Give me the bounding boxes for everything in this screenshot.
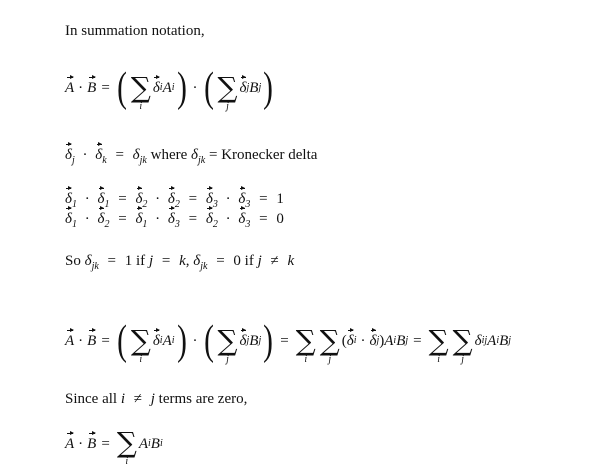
equation-dot-product-expansion: A · B = ( ∑ i δ i A i ) · ( ∑ j δ j B j ) xyxy=(65,65,274,112)
equation-kronecker-cases: So $\delta_{jk} = 1$ if j = k, $\delta_{jk} = 0$ if j ≠ k xyxy=(65,253,295,272)
sum-i: ∑ i xyxy=(428,323,449,365)
sum-i: ∑ i xyxy=(130,323,151,365)
sum-i: ∑ i xyxy=(295,323,316,365)
equation-unit-cross-products: $\delta_1 \cdot \delta_2 = \delta_1 \cdot \delta_3 = \delta_2 \cdot \delta_3 = 0$ xyxy=(65,211,284,230)
equation-full-expansion: A · B = ( ∑ i δ i A i ) · ( ∑ j δ j B j ) = ∑ i ∑ j ( δ i · δ j ) A i B j = ∑ i ∑ j δ ij A i B j xyxy=(65,318,512,365)
sum-j: ∑ j xyxy=(217,323,238,365)
sum-j: ∑ j xyxy=(452,323,473,365)
sum-j: ∑ j xyxy=(319,323,340,365)
equation-kronecker-definition: $\delta_j \cdot \delta_k = \delta_{jk}$ where $\delta_{jk}$ = Kronecker delta xyxy=(65,147,318,166)
intro-text: In summation notation, xyxy=(65,23,205,39)
equation-final-result: A · B = ∑ i A i B i xyxy=(65,426,163,467)
sum-j: ∑ j xyxy=(217,70,238,112)
equation-unit-self-products: $\delta_1 \cdot \delta_1 = \delta_2 \cdot \delta_2 = \delta_3 \cdot \delta_3 = 1$ xyxy=(65,191,284,210)
since-text: Since all i ≠ j terms are zero, xyxy=(65,391,248,407)
sum-i: ∑ i xyxy=(116,426,137,467)
sum-i: ∑ i xyxy=(130,70,151,112)
